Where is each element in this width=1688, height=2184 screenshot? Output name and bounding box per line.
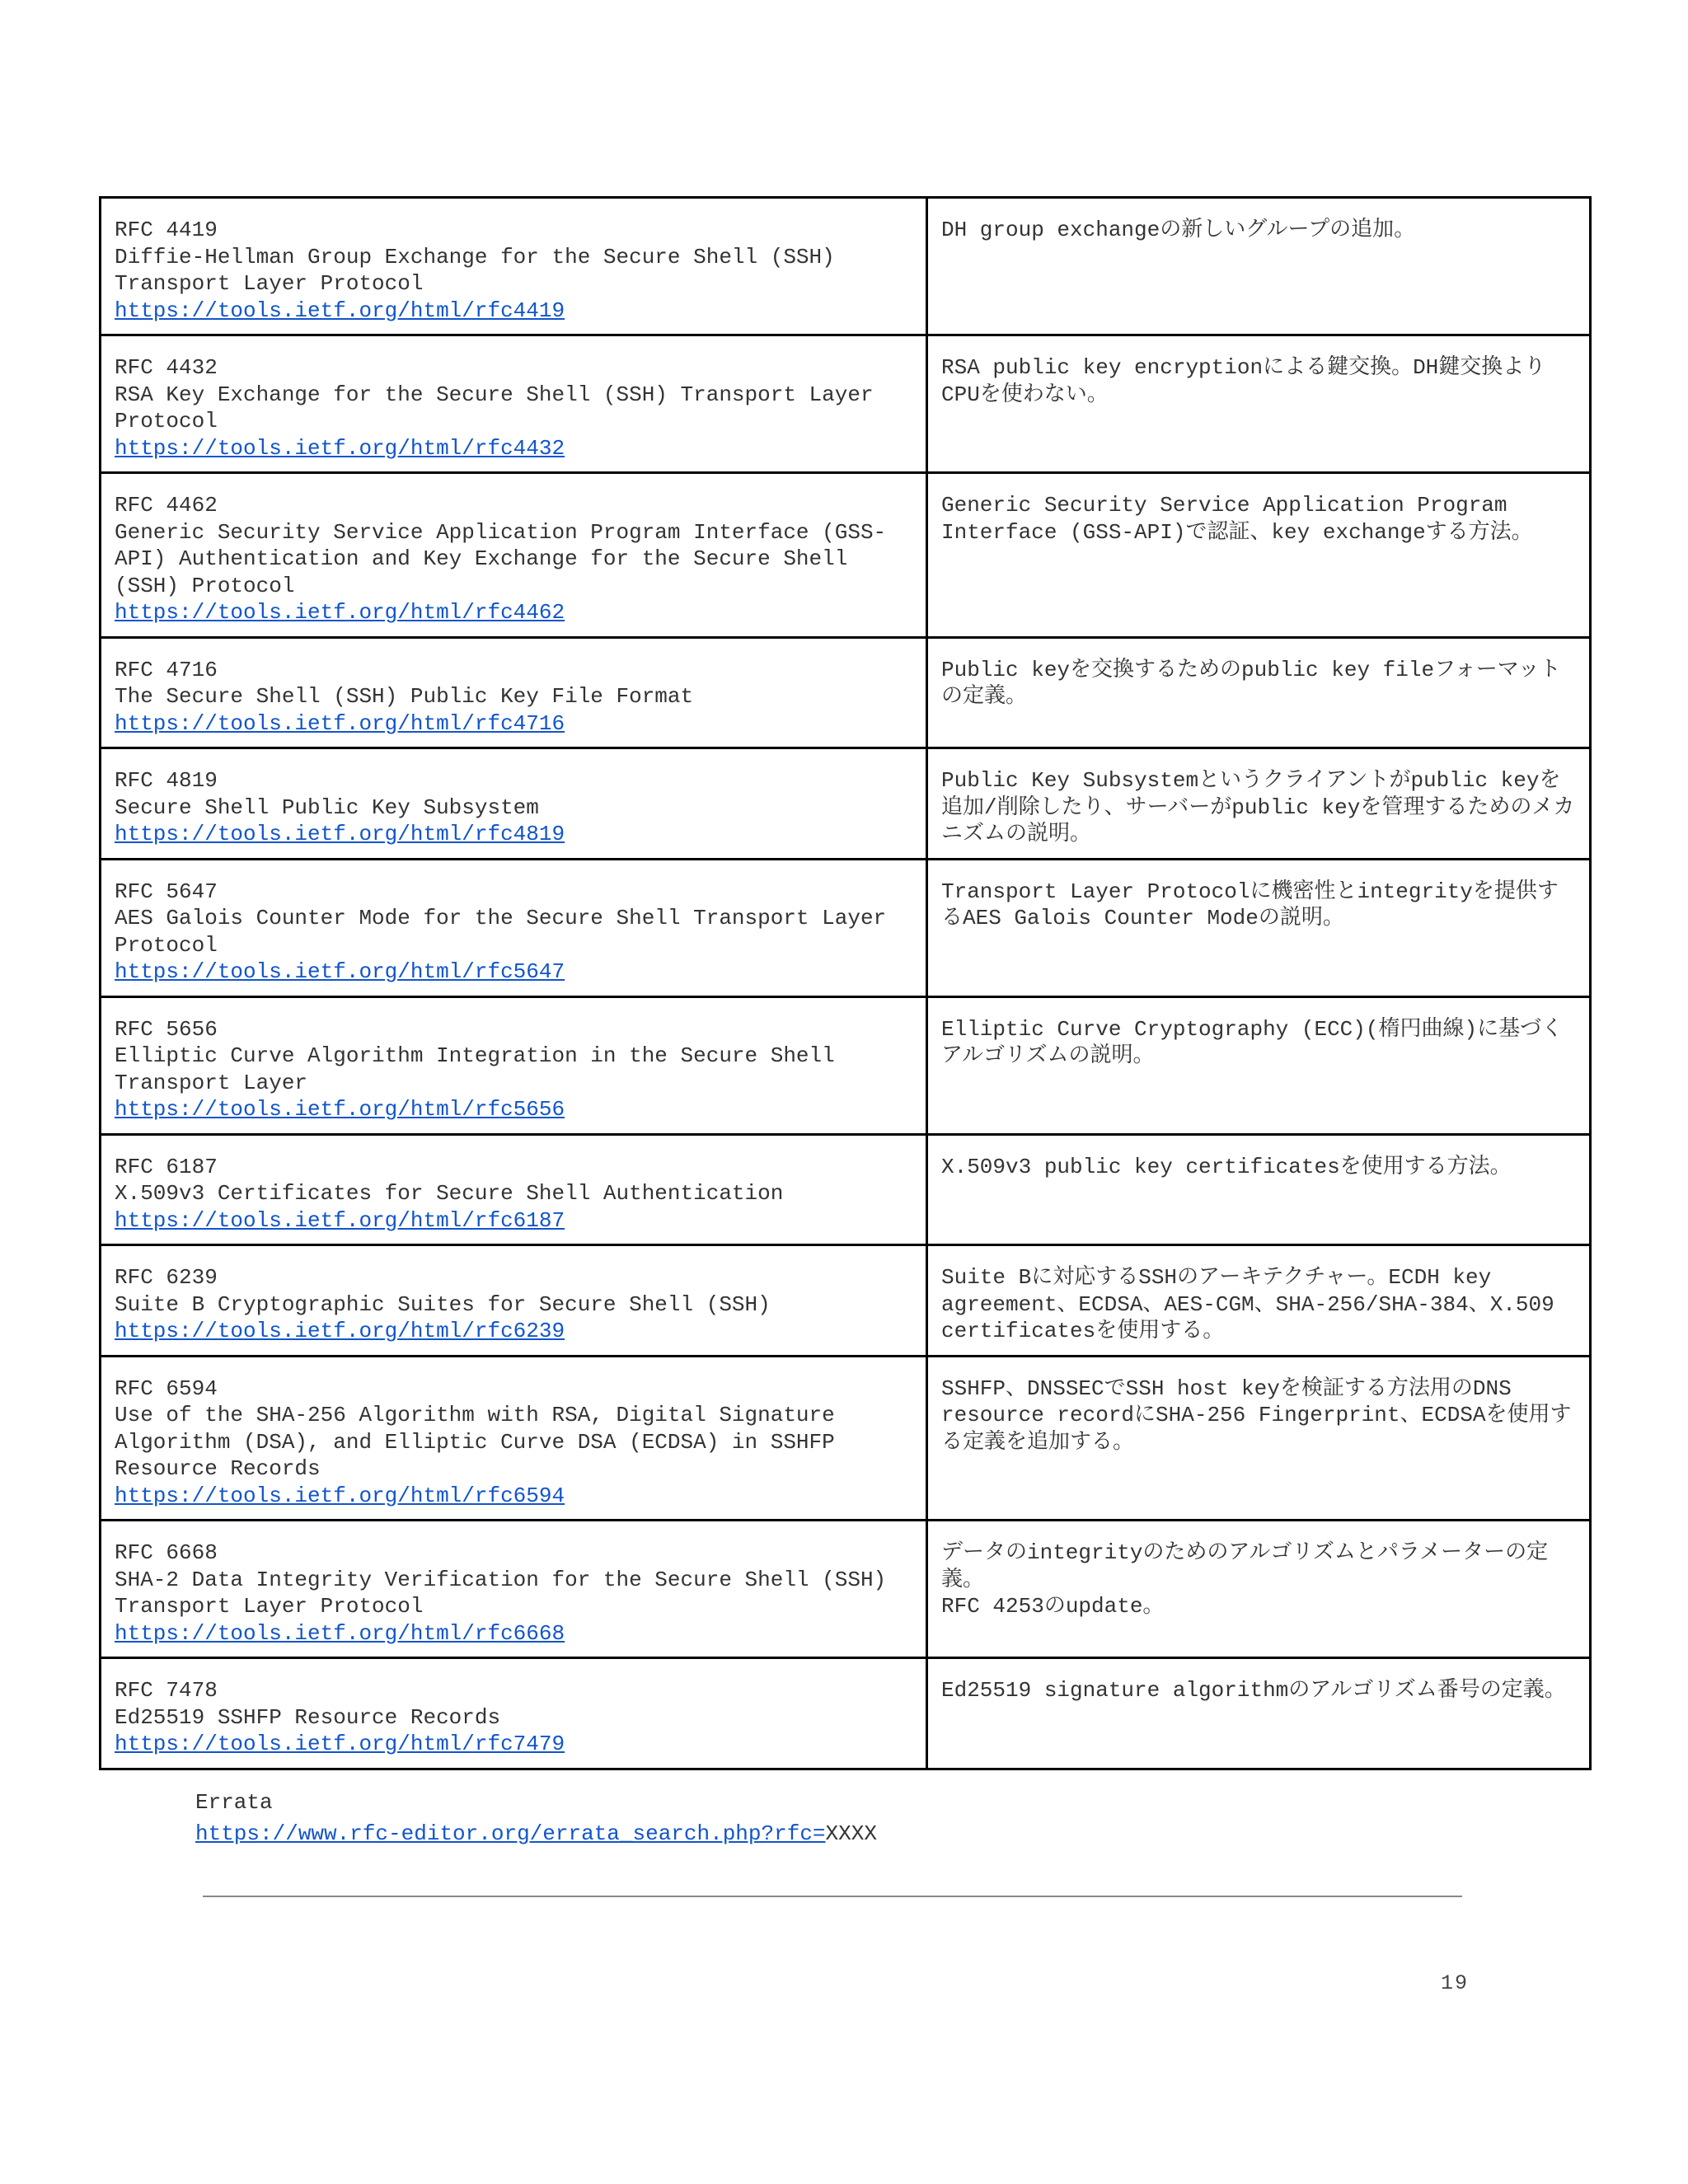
rfc-title: Diffie-Hellman Group Exchange for the Secure Shell (SSH) Transport Layer Protocol — [115, 244, 848, 296]
rfc-title: RSA Key Exchange for the Secure Shell (SSH) Transport Layer Protocol — [115, 382, 887, 434]
rfc-number: RFC 4462 — [115, 493, 218, 518]
rfc-row — [101, 637, 1591, 748]
rfc-row — [101, 1521, 1591, 1658]
rfc-title: AES Galois Counter Mode for the Secure Shell Transport Layer Protocol — [115, 906, 899, 958]
rfc-title: SHA-2 Data Integrity Verification for the Secure Shell (SSH) Transport Layer Protocol — [115, 1567, 899, 1619]
rfc-table — [99, 196, 1592, 1770]
rfc-row — [101, 473, 1591, 638]
rfc-row — [101, 198, 1591, 335]
rfc-description: Public Key Subsystemというクライアントがpublic keyを追加/削除したり、サーバーがpublic keyを管理するためのメカニズムの説明。 — [941, 768, 1575, 846]
rfc-description: Transport Layer Protocolに機密性とintegrityを提供するAES Galois Counter Modeの説明。 — [941, 879, 1559, 930]
rfc-table-body — [101, 198, 1591, 1769]
rfc-description-cell — [927, 637, 1591, 748]
rfc-description: Generic Security Service Application Program Interface (GSS-API)で認証、key exchangeする方法。 — [941, 493, 1533, 545]
rfc-description: Suite Bに対応するSSHのアーキテクチャー。ECDH key agreement、ECDSA、AES-CGM、SHA-256/SHA-384、X.509 certificatesを使用する。 — [941, 1265, 1568, 1343]
rfc-description-cell — [927, 473, 1591, 638]
rfc-reference-cell — [101, 996, 927, 1134]
rfc-link[interactable]: https://tools.ietf.org/html/rfc4419 — [115, 298, 565, 323]
rfc-description-cell — [927, 1658, 1591, 1769]
rfc-description-cell — [927, 198, 1591, 335]
footer-divider — [203, 1896, 1462, 1897]
errata-label: Errata — [195, 1790, 273, 1815]
rfc-number: RFC 6187 — [115, 1154, 218, 1179]
rfc-reference-cell — [101, 1356, 927, 1521]
rfc-reference-cell — [101, 1521, 927, 1658]
rfc-number: RFC 5647 — [115, 879, 218, 904]
rfc-number: RFC 6239 — [115, 1265, 218, 1290]
rfc-row — [101, 859, 1591, 996]
rfc-title: Use of the SHA-256 Algorithm with RSA, Digital Signature Algorithm (DSA), and Elliptic Curve DSA (ECDSA) in SSHFP Resource Records — [115, 1403, 848, 1481]
rfc-row — [101, 1245, 1591, 1357]
rfc-reference-cell — [101, 748, 927, 860]
rfc-description: RSA public key encryptionによる鍵交換。DH鍵交換よりCPUを使わない。 — [941, 355, 1546, 407]
rfc-reference-cell — [101, 637, 927, 748]
rfc-reference-cell — [101, 859, 927, 996]
rfc-reference-cell — [101, 1245, 927, 1357]
errata-link[interactable]: https://www.rfc-editor.org/errata_search.php?rfc= — [195, 1821, 826, 1846]
rfc-row — [101, 335, 1591, 473]
rfc-row — [101, 1356, 1591, 1521]
rfc-description: X.509v3 public key certificatesを使用する方法。 — [941, 1154, 1512, 1179]
rfc-number: RFC 4819 — [115, 768, 218, 793]
rfc-title: The Secure Shell (SSH) Public Key File Format — [115, 684, 694, 709]
rfc-description: DH group exchangeの新しいグループの追加。 — [941, 218, 1416, 242]
rfc-link[interactable]: https://tools.ietf.org/html/rfc6668 — [115, 1620, 565, 1646]
rfc-description: RFC 4253のupdate。 — [941, 1594, 1165, 1619]
rfc-row — [101, 996, 1591, 1134]
rfc-description-cell — [927, 1521, 1591, 1658]
rfc-description: Public keyを交換するためのpublic key fileフォーマットの定義。 — [941, 657, 1561, 709]
rfc-description-cell — [927, 1356, 1591, 1521]
rfc-row — [101, 1134, 1591, 1245]
rfc-link[interactable]: https://tools.ietf.org/html/rfc6187 — [115, 1207, 565, 1233]
rfc-description: SSHFP、DNSSECでSSH host keyを検証する方法用のDNS resource recordにSHA-256 Fingerprint、ECDSAを使用する定義を追加する。 — [941, 1376, 1572, 1455]
errata-section — [195, 1787, 877, 1849]
rfc-number: RFC 7478 — [115, 1678, 218, 1703]
rfc-description-cell — [927, 1134, 1591, 1245]
rfc-row — [101, 748, 1591, 860]
rfc-link[interactable]: https://tools.ietf.org/html/rfc7479 — [115, 1732, 565, 1756]
rfc-title: X.509v3 Certificates for Secure Shell Authentication — [115, 1181, 784, 1206]
rfc-title: Elliptic Curve Algorithm Integration in the Secure Shell Transport Layer — [115, 1043, 848, 1095]
rfc-link[interactable]: https://tools.ietf.org/html/rfc4716 — [115, 710, 565, 736]
rfc-title: Secure Shell Public Key Subsystem — [115, 794, 539, 820]
page-number: 19 — [1441, 1971, 1470, 1995]
rfc-description-cell — [927, 1245, 1591, 1357]
rfc-link[interactable]: https://tools.ietf.org/html/rfc4819 — [115, 822, 565, 846]
rfc-number: RFC 4419 — [115, 218, 218, 242]
rfc-description-cell — [927, 335, 1591, 473]
rfc-number: RFC 4716 — [115, 657, 218, 682]
rfc-link[interactable]: https://tools.ietf.org/html/rfc5656 — [115, 1097, 565, 1122]
rfc-link[interactable]: https://tools.ietf.org/html/rfc6594 — [115, 1483, 565, 1508]
rfc-link[interactable]: https://tools.ietf.org/html/rfc4432 — [115, 435, 565, 461]
rfc-description-cell — [927, 748, 1591, 860]
rfc-number: RFC 6594 — [115, 1376, 218, 1401]
rfc-description: Ed25519 signature algorithmのアルゴリズム番号の定義。 — [941, 1678, 1566, 1703]
rfc-title: Suite B Cryptographic Suites for Secure Shell (SSH) — [115, 1291, 771, 1317]
rfc-link[interactable]: https://tools.ietf.org/html/rfc5647 — [115, 959, 565, 984]
rfc-reference-cell — [101, 473, 927, 638]
rfc-title: Ed25519 SSHFP Resource Records — [115, 1704, 501, 1730]
rfc-number: RFC 4432 — [115, 355, 218, 380]
rfc-reference-cell — [101, 198, 927, 335]
rfc-reference-cell — [101, 1134, 927, 1245]
rfc-number: RFC 6668 — [115, 1540, 218, 1565]
rfc-description: データのintegrityのためのアルゴリズムとパラメーターの定義。 — [941, 1540, 1549, 1592]
rfc-link[interactable]: https://tools.ietf.org/html/rfc4462 — [115, 600, 565, 625]
rfc-description-cell — [927, 859, 1591, 996]
errata-suffix: XXXX — [825, 1821, 877, 1846]
rfc-title: Generic Security Service Application Program Interface (GSS-API) Authentication and Key Exchange for the Secure Shell (SSH) Protocol — [115, 519, 887, 598]
rfc-reference-cell — [101, 335, 927, 473]
rfc-row — [101, 1658, 1591, 1769]
rfc-description: Elliptic Curve Cryptography (ECC)(楕円曲線)に基づくアルゴリズムの説明。 — [941, 1016, 1564, 1068]
rfc-description-cell — [927, 996, 1591, 1134]
rfc-link[interactable]: https://tools.ietf.org/html/rfc6239 — [115, 1319, 565, 1343]
rfc-reference-cell — [101, 1658, 927, 1769]
rfc-number: RFC 5656 — [115, 1016, 218, 1042]
